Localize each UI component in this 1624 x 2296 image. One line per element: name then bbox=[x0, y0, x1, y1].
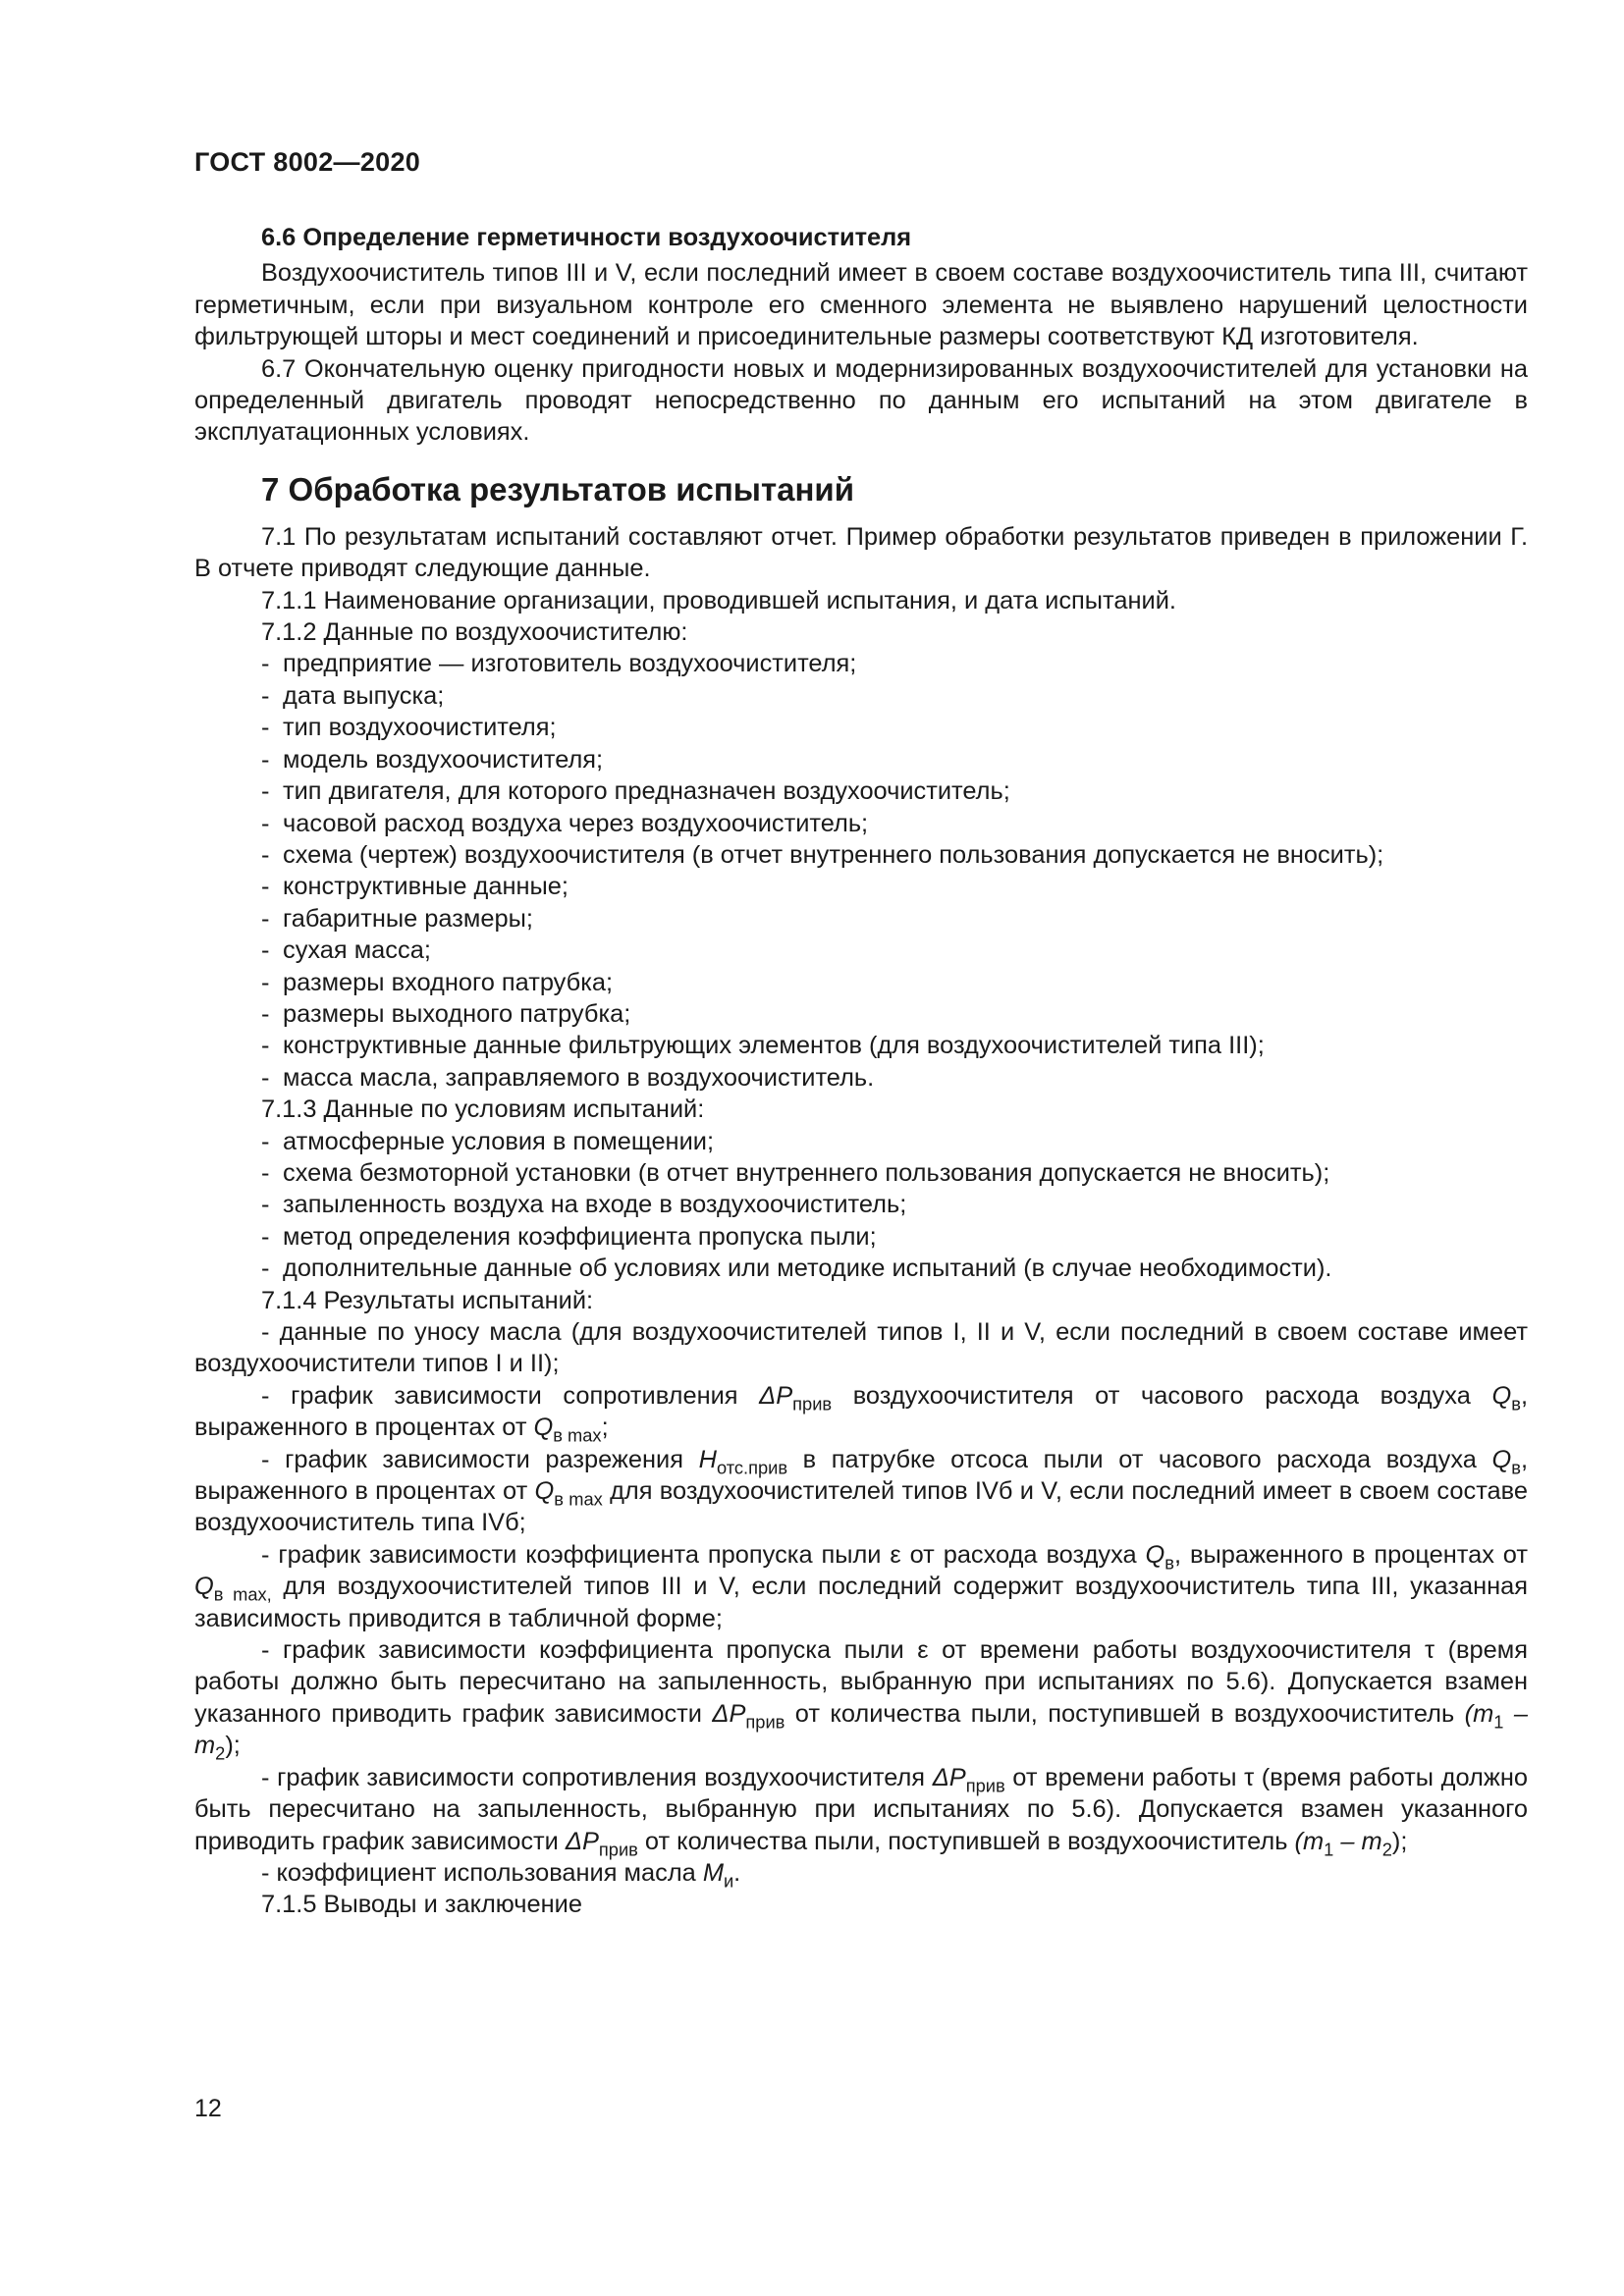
list-item: - размеры выходного патрубка; bbox=[261, 999, 631, 1028]
result-oil-usage-coefficient: - коэффициент использования масла $M_и$. bbox=[261, 1858, 741, 1892]
paragraph-7-1: 7.1 По результатам испытаний составляют отчет. Пример обработки результатов приведен в приложении Г. В отчете приводят следующие данные. bbox=[194, 522, 1528, 583]
page-content bbox=[194, 222, 1528, 1921]
list-item: - тип воздухоочистителя; bbox=[261, 714, 557, 742]
section-7-title: 7 Обработка результатов испытаний bbox=[261, 470, 854, 507]
list-7-1-3 bbox=[194, 1126, 1528, 1285]
paragraph-6-7: 6.7 Окончательную оценку пригодности новых и модернизированных воздухоочистителей для установки на определенный двигатель проводят непосредственно по данным его испытаний на этом двигателе в эксплуатационных условиях. bbox=[194, 354, 1528, 447]
result-vacuum-vs-airflow: - график зависимости разрежения $H_{отс.прив}$ в патрубке отсоса пыли от часового расхода воздуха $Q_в$, выраженного в процентах от $Q_{в max}$ для воздухоочистителей типов IVб и V, если последний имеет в своем составе воздухоочиститель типа IVб; bbox=[194, 1445, 1529, 1537]
list-item: - размеры входного патрубка; bbox=[261, 968, 614, 996]
list-item: - метод определения коэффициента пропуска пыли; bbox=[261, 1222, 877, 1251]
list-item: - дата выпуска; bbox=[261, 681, 445, 710]
paragraph-7-1-5: 7.1.5 Выводы и заключение bbox=[261, 1891, 582, 1919]
list-item: - схема (чертеж) воздухоочистителя (в отчет внутреннего пользования допускается не вносить); bbox=[261, 840, 1384, 869]
subsection-6-6-title: 6.6 Определение герметичности воздухоочистителя bbox=[261, 224, 912, 251]
list-item: - тип двигателя, для которого предназначен воздухоочиститель; bbox=[261, 777, 1010, 806]
list-item: - габаритные размеры; bbox=[261, 904, 533, 933]
list-item: - предприятие — изготовитель воздухоочистителя; bbox=[261, 650, 857, 678]
list-item: - масса масла, заправляемого в воздухоочиститель. bbox=[261, 1063, 875, 1092]
paragraph-7-1-4: 7.1.4 Результаты испытаний: bbox=[261, 1286, 594, 1314]
list-7-1-2 bbox=[194, 648, 1528, 1094]
list-item: - конструктивные данные; bbox=[261, 873, 568, 901]
list-item: - конструктивные данные фильтрующих элементов (для воздухоочистителей типа III); bbox=[261, 1032, 1265, 1060]
list-item: - дополнительные данные об условиях или методике испытаний (в случае необходимости). bbox=[261, 1255, 1332, 1283]
document-code-header: ГОСТ 8002—2020 bbox=[194, 147, 421, 177]
list-item: - часовой расход воздуха через воздухоочиститель; bbox=[261, 809, 869, 837]
list-item: - атмосферные условия в помещении; bbox=[261, 1127, 715, 1155]
result-resistance-vs-time: - график зависимости сопротивления воздухоочистителя $\Delta P_{прив}$ от времени работы τ (время работы должно быть пересчитано на запыленность, выбранную при испытаниях по 5.6). Допускается взамен указанного приводить график зависимости $\Delta P_{прив}$ от количества пыли, поступившей в воздухоочиститель $(m_1 - m_2)$; bbox=[194, 1763, 1529, 1859]
list-item: - схема безмоторной установки (в отчет внутреннего пользования допускается не вносить); bbox=[261, 1158, 1330, 1187]
list-item: - сухая масса; bbox=[261, 936, 431, 965]
list-item: - запыленность воздуха на входе в воздухоочиститель; bbox=[261, 1191, 907, 1219]
result-oil-carryover: - данные по уносу масла (для воздухоочистителей типов I, II и V, если последний в своем составе имеет воздухоочистители типов I и II); bbox=[194, 1318, 1528, 1378]
paragraph-7-1-1: 7.1.1 Наименование организации, проводившей испытания, и дата испытаний. bbox=[261, 586, 1176, 614]
paragraph-7-1-3: 7.1.3 Данные по условиям испытаний: bbox=[261, 1095, 705, 1124]
result-dust-pass-vs-time: - график зависимости коэффициента пропуска пыли ε от времени работы воздухоочистителя τ (время работы должно быть пересчитано на запыленность, выбранную при испытаниях по 5.6). Допускается взамен указанного приводить график зависимости $\Delta P_{прив}$ от количества пыли, поступившей в воздухоочиститель $(m_1 - m_2)$; bbox=[194, 1636, 1528, 1764]
paragraph-7-1-2: 7.1.2 Данные по воздухоочистителю: bbox=[261, 618, 688, 647]
result-resistance-vs-airflow: - график зависимости сопротивления $\Delta P_{прив}$ воздухоочистителя от часового расхода воздуха $Q_в$, выраженного в процентах от $Q_{в max}$; bbox=[194, 1381, 1528, 1446]
list-item: - модель воздухоочистителя; bbox=[261, 745, 604, 774]
page-number: 12 bbox=[194, 2095, 222, 2122]
result-dust-pass-vs-airflow: - график зависимости коэффициента пропуска пыли ε от расхода воздуха $Q_в$, выраженного в процентах от $Q_{в max,}$ для воздухоочистителей типов III и V, если последний содержит воздухоочиститель типа III, указанная зависимость приводится в табличной форме; bbox=[194, 1540, 1528, 1632]
subsection-6-6-text: Воздухоочиститель типов III и V, если последний имеет в своем составе воздухоочиститель типа III, считают герметичным, если при визуальном контроле его сменного элемента не выявлено нарушений целостности фильтрующей шторы и мест соединений и присоединительные размеры соответствуют КД изготовителя. bbox=[194, 259, 1528, 351]
